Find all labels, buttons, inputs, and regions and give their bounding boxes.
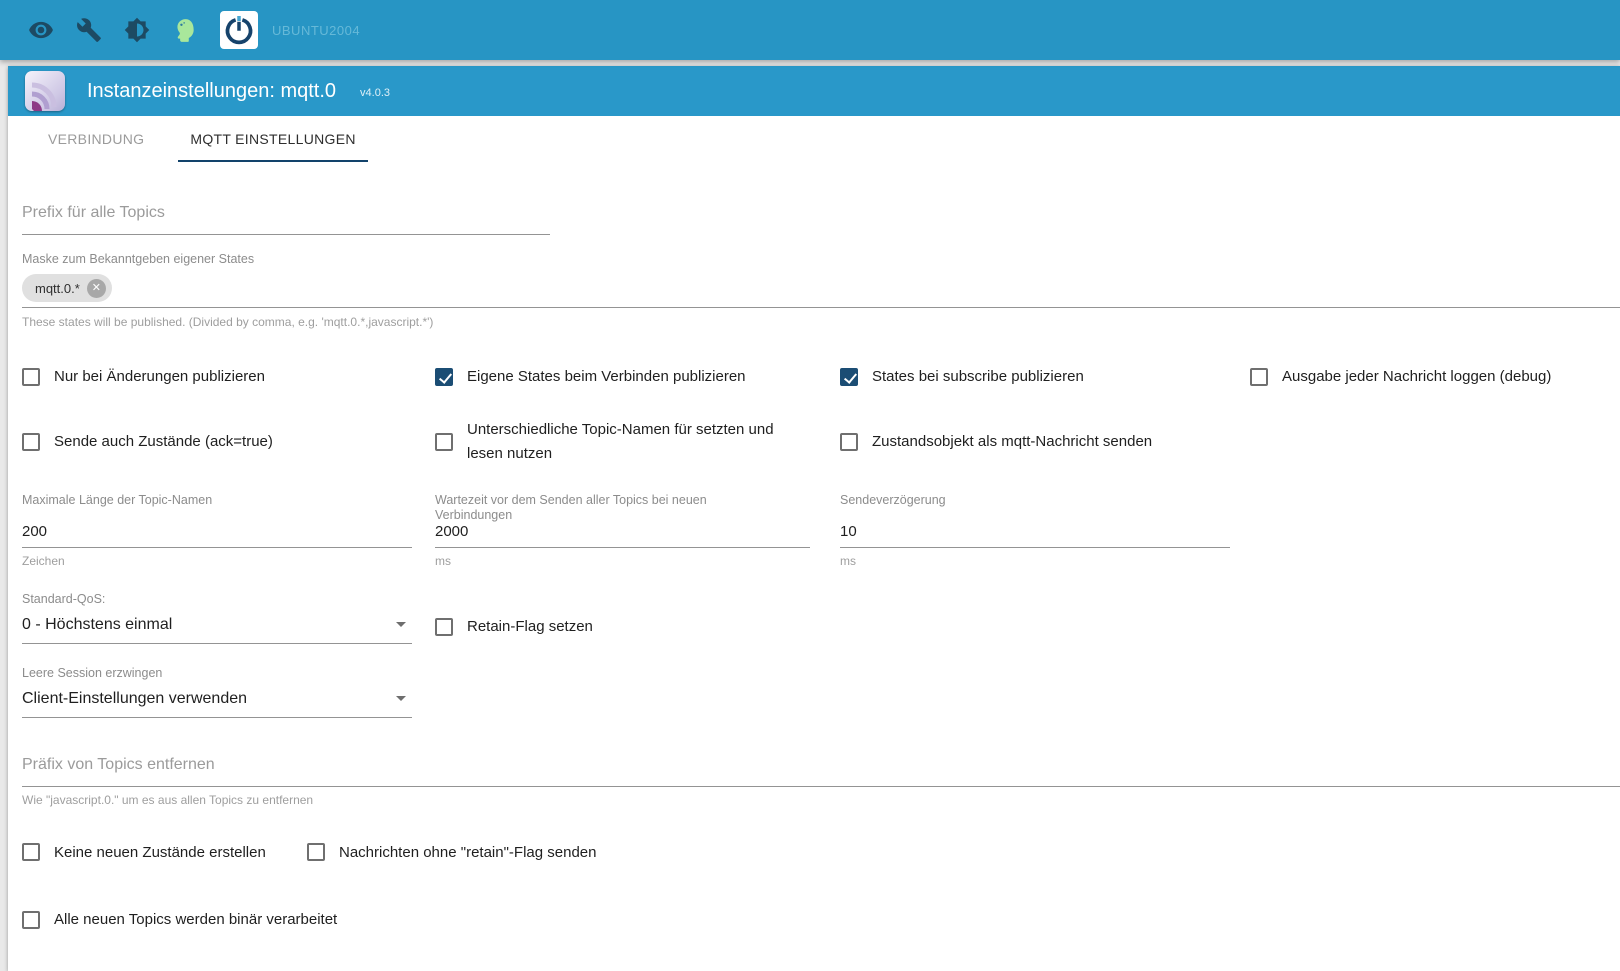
qos-row: [22, 592, 1620, 644]
checkbox-no-new-states[interactable]: [22, 841, 307, 864]
checkbox-retain-flag[interactable]: [435, 615, 1620, 638]
checkbox-box[interactable]: [435, 368, 453, 386]
mqtt-adapter-icon: [25, 71, 65, 111]
checkbox-label: Nur bei Änderungen publizieren: [54, 368, 265, 385]
clean-session-select[interactable]: [22, 690, 412, 718]
checkbox-binary-topics[interactable]: [22, 908, 1620, 931]
checkbox-label: Unterschiedliche Topic-Namen für setzten und lesen nutzen: [467, 421, 774, 462]
send-interval-unit: ms: [435, 553, 451, 568]
send-interval-input[interactable]: [435, 523, 810, 548]
checkbox-no-retain-flag[interactable]: [307, 841, 596, 864]
publish-mask-label: Maske zum Bekanntgeben eigener States: [22, 252, 255, 266]
iobroker-logo[interactable]: [220, 11, 258, 49]
adapter-version: v4.0.3: [360, 87, 391, 99]
send-interval-label: Wartezeit vor dem Senden aller Topics bei neuen Verbindungen: [435, 492, 707, 522]
checkbox-box[interactable]: [840, 368, 858, 386]
send-interval-field: [435, 493, 840, 568]
default-qos-select[interactable]: [22, 616, 412, 644]
default-qos-value: 0 - Höchstens einmal: [22, 615, 173, 633]
send-delay-input[interactable]: [840, 523, 1230, 548]
checkbox-publish-on-change[interactable]: [22, 365, 435, 388]
checkbox-box[interactable]: [435, 433, 453, 451]
checkbox-debug-log[interactable]: [1250, 365, 1620, 388]
tab-verbindung[interactable]: VERBINDUNG: [48, 131, 145, 147]
tab-bar: [8, 116, 1620, 162]
max-topic-length-input[interactable]: [22, 523, 412, 548]
remove-prefix-helper: Wie "javascript.0." um es aus allen Topics zu entfernen: [22, 792, 314, 807]
clean-session-field: [22, 666, 1620, 718]
max-topic-length-unit: Zeichen: [22, 553, 65, 568]
prefix-field-label: Prefix für alle Topics: [22, 204, 550, 235]
numeric-inputs-row: [22, 493, 1620, 568]
checkbox-box[interactable]: [22, 843, 40, 861]
publish-mask-input[interactable]: [22, 274, 1620, 308]
checkbox-row-2: [22, 418, 1620, 465]
remove-prefix-field[interactable]: [22, 756, 1620, 807]
checkbox-publish-on-subscribe[interactable]: [840, 365, 1250, 388]
checkbox-send-ack[interactable]: [22, 418, 435, 465]
publish-mask-field: [22, 252, 1620, 329]
checkbox-label: Sende auch Zustände (ack=true): [54, 432, 273, 450]
tab-mqtt-einstellungen[interactable]: MQTT EINSTELLUNGEN: [178, 117, 367, 162]
settings-form: [8, 204, 1620, 971]
checkbox-label: Retain-Flag setzen: [467, 618, 593, 636]
checkbox-box[interactable]: [1250, 368, 1268, 386]
hostname-label: UBUNTU2004: [272, 22, 361, 38]
clean-session-value: Client-Einstellungen verwenden: [22, 689, 248, 707]
publish-mask-helper: These states will be published. (Divided by comma, e.g. 'mqtt.0.*,javascript.*'): [22, 315, 434, 329]
instance-settings-dialog: [8, 66, 1620, 971]
app-topbar: [0, 0, 1620, 60]
send-delay-field: [840, 493, 1250, 568]
brightness-icon[interactable]: [124, 17, 150, 43]
chip-delete-icon[interactable]: ✕: [87, 279, 106, 298]
clean-session-label: Leere Session erzwingen: [22, 665, 163, 680]
dialog-header: [8, 66, 1620, 116]
expert-mode-icon[interactable]: [172, 17, 198, 43]
checkbox-box[interactable]: [22, 911, 40, 929]
checkbox-box[interactable]: [435, 618, 453, 636]
checkbox-different-topic-names[interactable]: [435, 418, 840, 465]
mask-chip-label: mqtt.0.*: [35, 280, 80, 296]
checkbox-box[interactable]: [307, 843, 325, 861]
max-topic-length-field: [22, 493, 435, 568]
chevron-down-icon: [396, 622, 406, 627]
max-topic-length-label: Maximale Länge der Topic-Namen: [22, 492, 213, 507]
default-qos-label: Standard-QoS:: [22, 591, 106, 606]
checkbox-box[interactable]: [840, 433, 858, 451]
checkbox-label: Nachrichten ohne "retain"-Flag senden: [339, 843, 597, 861]
checkbox-label: Zustandsobjekt als mqtt-Nachricht senden: [872, 432, 1153, 450]
retain-flag-cell: [435, 615, 1620, 638]
send-delay-unit: ms: [840, 553, 856, 568]
checkbox-label: Ausgabe jeder Nachricht loggen (debug): [1282, 368, 1552, 385]
chevron-down-icon: [396, 696, 406, 701]
prefix-field[interactable]: [22, 204, 1620, 235]
checkbox-label: Alle neuen Topics werden binär verarbeitet: [54, 911, 338, 928]
checkbox-publish-own-states[interactable]: [435, 365, 840, 388]
default-qos-field: [22, 592, 435, 644]
mask-chip: [22, 274, 112, 302]
checkbox-row-1: [22, 365, 1620, 388]
checkbox-send-state-object[interactable]: [840, 418, 1250, 465]
checkbox-row-3: [22, 841, 1620, 864]
dialog-title: Instanzeinstellungen: mqtt.0: [87, 79, 337, 102]
checkbox-label: States bei subscribe publizieren: [872, 368, 1084, 385]
checkbox-label: Keine neuen Zustände erstellen: [54, 843, 266, 861]
remove-prefix-label: Präfix von Topics entfernen: [22, 756, 1620, 787]
checkbox-box[interactable]: [22, 433, 40, 451]
eye-icon[interactable]: [28, 17, 54, 43]
checkbox-label: Eigene States beim Verbinden publizieren: [467, 368, 746, 385]
wrench-icon[interactable]: [76, 17, 102, 43]
checkbox-box[interactable]: [22, 368, 40, 386]
send-delay-label: Sendeverzögerung: [840, 492, 946, 507]
